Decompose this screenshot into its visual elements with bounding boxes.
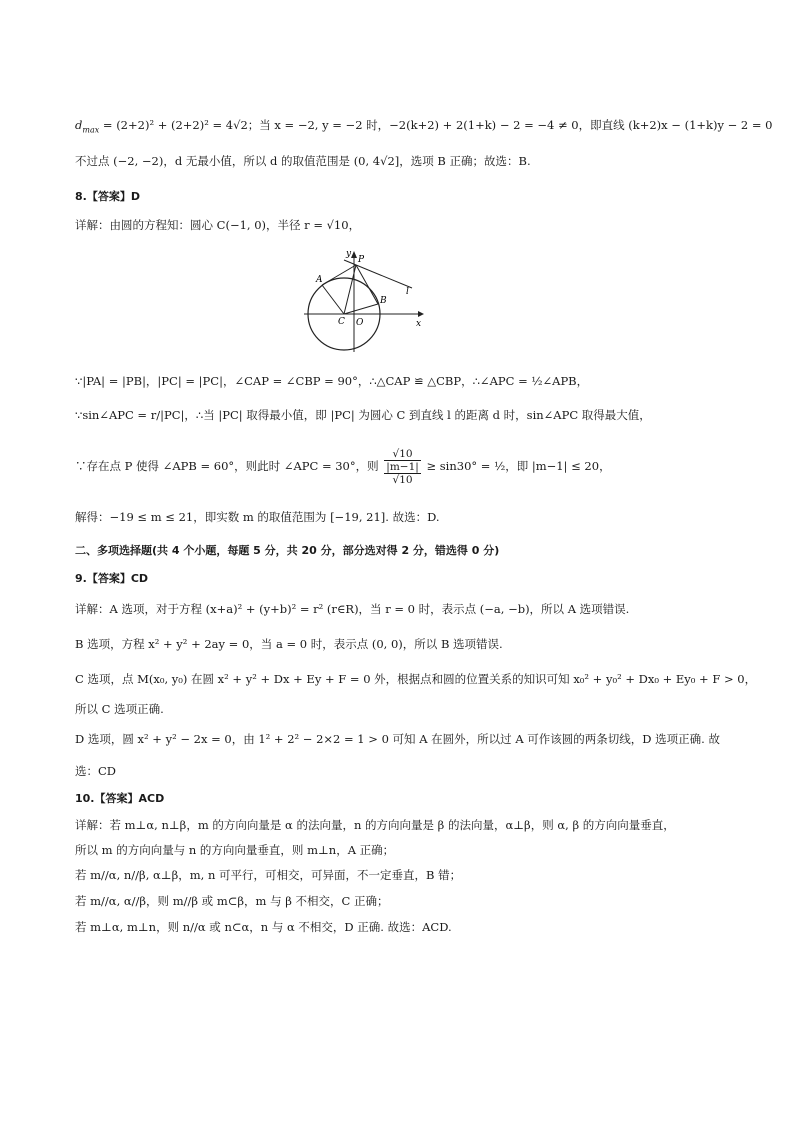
answer-label-8: 8.【答案】D: [75, 190, 140, 203]
step-3-suffix: ≥ sin30° = ½，即 |m−1| ≤ 20，: [426, 459, 611, 473]
solution-9-c-conclusion: 所以 C 选项正确.: [75, 702, 164, 716]
solution-9-a: 详解：A 选项，对于方程 (x+a)² + (y+b)² = r² (r∈R)，当 r = 0 时，表示点 (−a, −b)，所以 A 选项错误.: [75, 602, 630, 616]
fraction-bottom: √10: [392, 474, 413, 486]
d-max-symbol: $d_{max}$: [75, 118, 100, 135]
solution-8-step-2: ∵sin∠APC = r/|PC|，∴当 |PC| 取得最小值，即 |PC| 为圆心 C 到直线 l 的距离 d 时，sin∠APC 取得最大值，: [75, 408, 651, 422]
solution-10-a1: 详解：若 m⊥α, n⊥β，m 的方向向量是 α 的法向量，n 的方向向量是 β 的法向量，α⊥β，则 α, β 的方向向量垂直，: [75, 818, 675, 832]
circle-tangent-figure: [300, 248, 430, 358]
tangent-pa: [322, 265, 356, 285]
label-p: P: [358, 255, 365, 265]
solution-10-a2: 所以 m 的方向向量与 n 的方向向量垂直，则 m⊥n，A 正确；: [75, 843, 395, 857]
label-b: B: [380, 296, 387, 306]
solution-8-result: 解得：−19 ≤ m ≤ 21，即实数 m 的取值范围为 [−19, 21]. 故选：D.: [75, 510, 440, 524]
text-line-1: [75, 118, 773, 135]
solution-8-step-3: [75, 448, 754, 486]
label-o: O: [356, 318, 364, 328]
tangent-pb: [356, 265, 378, 304]
fraction-top: √10: [384, 448, 421, 461]
solution-10-b: 若 m//α, n//β, α⊥β，m, n 可平行，可相交，可异面，不一定垂直，B 错；: [75, 868, 462, 882]
section-2-heading: 二、多项选择题(共 4 个小题，每题 5 分，共 20 分，部分选对得 2 分，错选得 0 分): [75, 544, 500, 557]
solution-8-intro: 详解：由圆的方程知：圆心 C(−1, 0)，半径 r = √10，: [75, 218, 361, 232]
line-1-condition: ；当 x = −2, y = −2 时，−2(k+2) + 2(1+k) − 2 = −4 ≠ 0，即直线 (k+2)x − (1+k)y − 2 = 0: [247, 118, 773, 132]
nested-fraction: [384, 448, 421, 486]
answer-label-10: 10.【答案】ACD: [75, 792, 165, 805]
solution-8-step-1: ∵|PA| = |PB|，|PC| = |PC|，∠CAP = ∠CBP = 90°，∴△CAP ≌ △CBP，∴∠APC = ½∠APB，: [75, 374, 589, 388]
solution-10-c: 若 m//α, α//β，则 m//β 或 m⊂β，m 与 β 不相交，C 正确；: [75, 894, 389, 908]
label-a: A: [316, 275, 323, 285]
solution-9-d: D 选项，圆 x² + y² − 2x = 0，由 1² + 2² − 2×2 = 1 > 0 可知 A 在圆外，所以过 A 可作该圆的两条切线，D 选项正确. 故: [75, 732, 720, 746]
solution-9-c: C 选项，点 M(x₀, y₀) 在圆 x² + y² + Dx + Ey + F = 0 外，根据点和圆的位置关系的知识可知 x₀² + y₀² + Dx₀ + Ey₀ + F > 0，: [75, 672, 757, 686]
radius-cb: [344, 304, 378, 314]
fraction-middle: |m−1|: [386, 461, 419, 473]
label-x: x: [416, 319, 422, 329]
solution-9-answer: 选：CD: [75, 764, 117, 778]
step-3-prefix: ∵存在点 P 使得 ∠APB = 60°，则此时 ∠APC = 30°，则: [75, 459, 379, 473]
x-axis-arrow: [418, 311, 424, 317]
label-y: y: [346, 249, 352, 259]
text-line-2: 不过点 (−2, −2)，d 无最小值，所以 d 的取值范围是 (0, 4√2]，选项 B 正确；故选：B.: [75, 154, 531, 168]
label-c: C: [338, 317, 345, 327]
d-max-expression: = (2+2)² + (2+2)² = 4√2: [102, 118, 248, 132]
solution-10-d: 若 m⊥α, m⊥n，则 n//α 或 n⊂α，n 与 α 不相交，D 正确. 故选：ACD.: [75, 920, 452, 934]
radius-ca: [322, 285, 344, 314]
answer-label-9: 9.【答案】CD: [75, 572, 149, 585]
y-axis-arrow: [351, 251, 357, 258]
label-l: l: [406, 287, 409, 297]
solution-9-b: B 选项，方程 x² + y² + 2ay = 0，当 a = 0 时，表示点 (0, 0)，所以 B 选项错误.: [75, 637, 503, 651]
